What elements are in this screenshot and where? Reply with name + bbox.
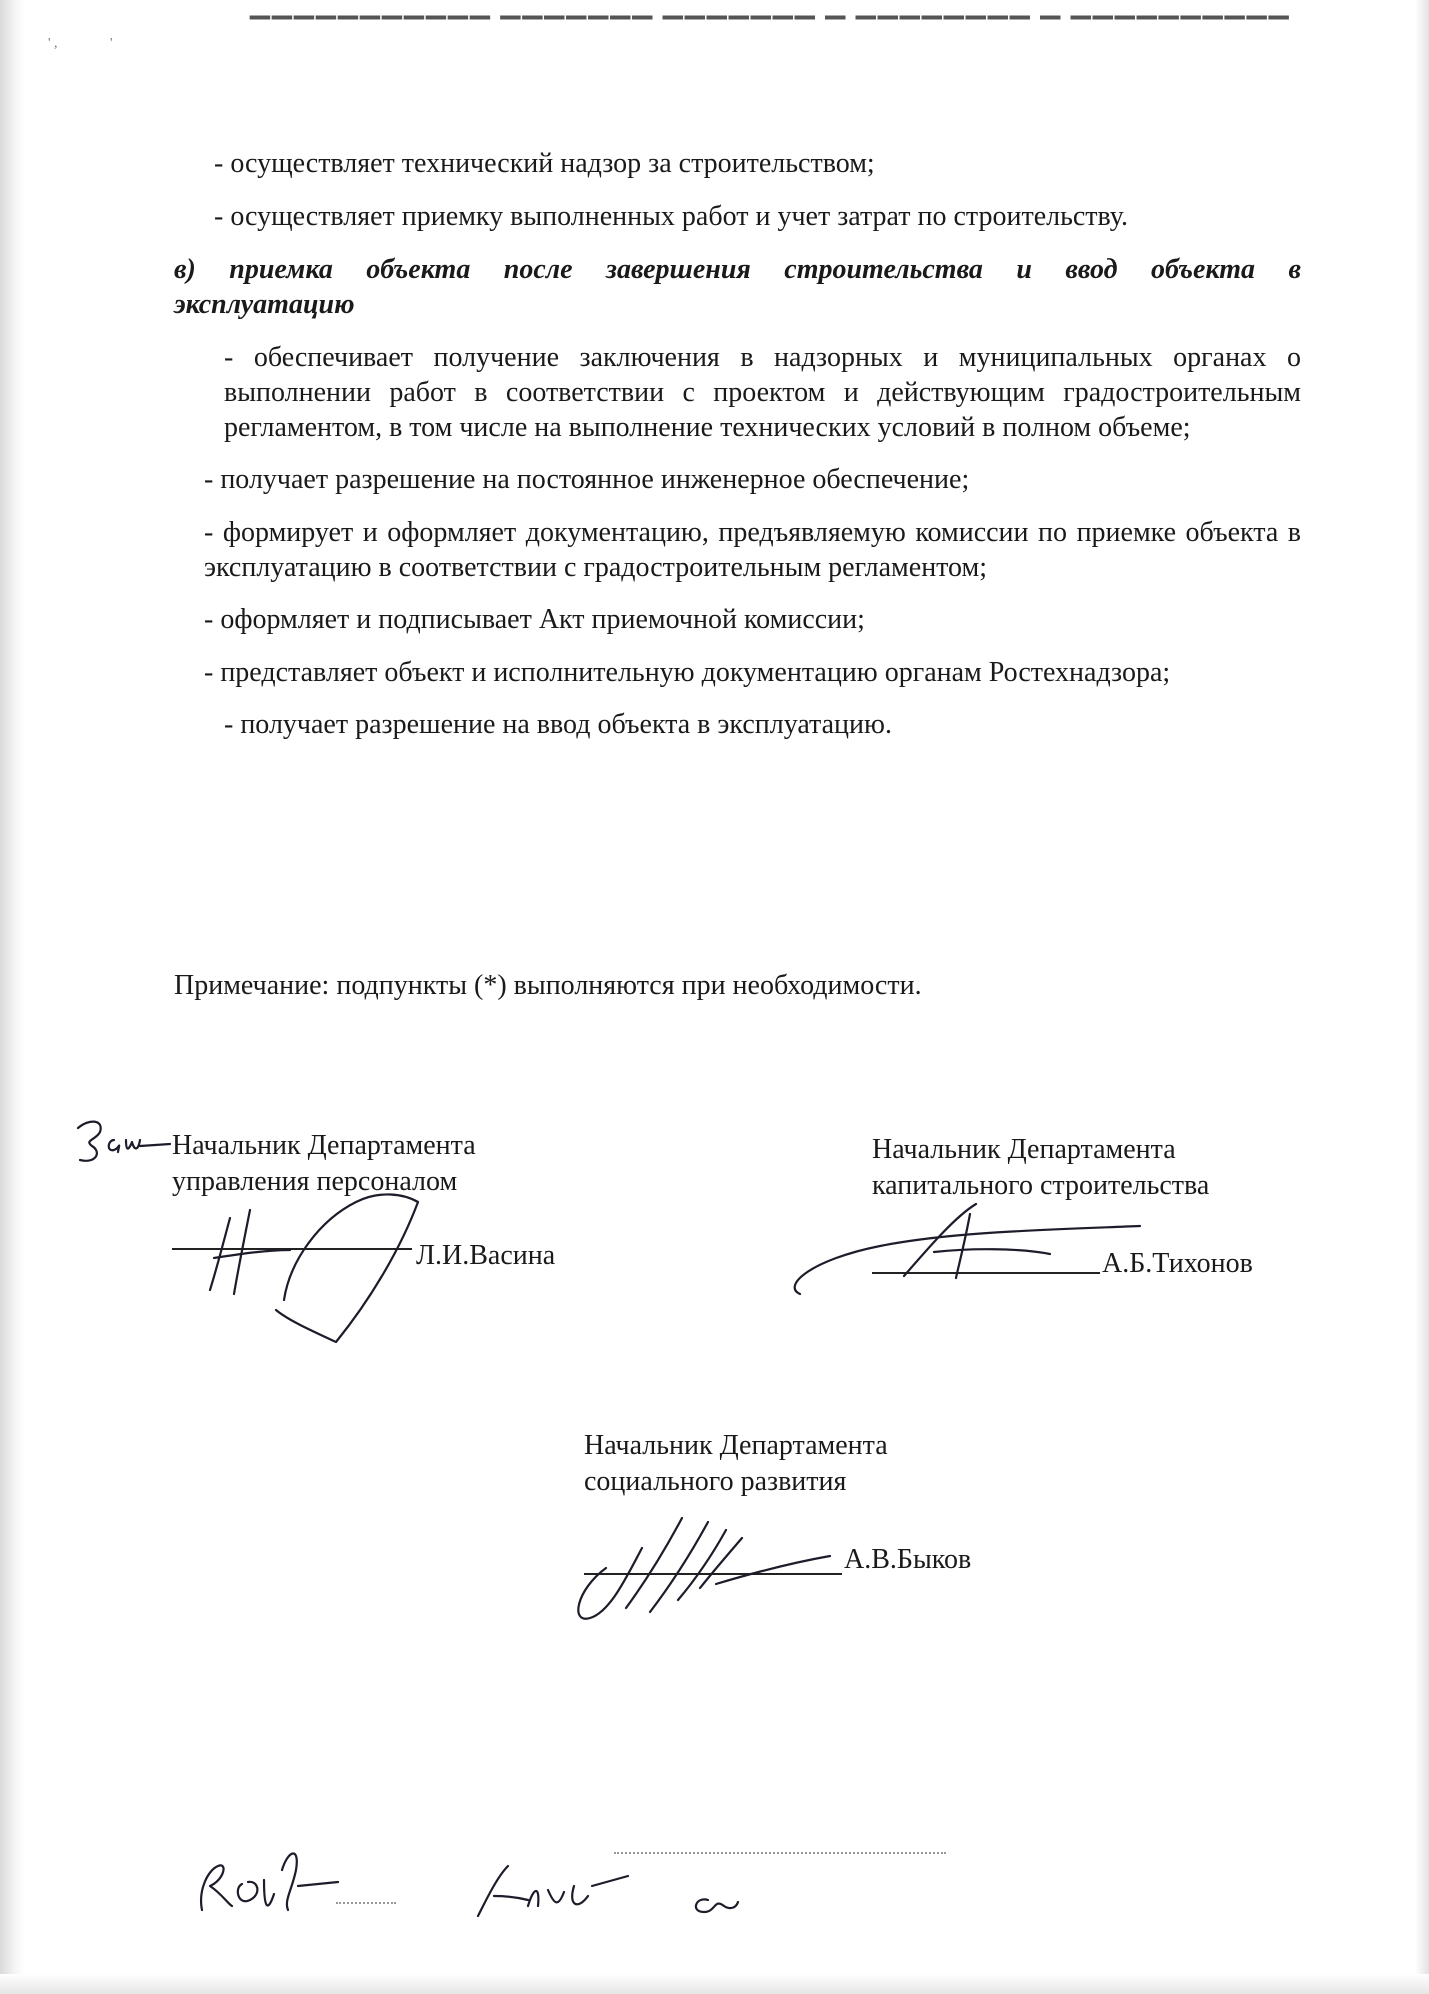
- signature-block-social: [584, 1428, 888, 1500]
- scan-specks: ' , ': [48, 36, 113, 51]
- item-form-documentation: - формирует и оформляет документацию, предъявляемую комиссии по приемке объекта в эксплуатацию в соответствии с градостроительным регламентом;: [204, 517, 1301, 583]
- scan-edge-right: [1415, 0, 1429, 1994]
- signature-vasina: [180, 1180, 440, 1350]
- title-line-1: Начальник Департамента: [872, 1134, 1176, 1165]
- title-line-1: Начальник Департамента: [584, 1430, 888, 1461]
- signer-name-personnel: Л.И.Васина: [416, 1240, 556, 1271]
- title-line-1: Начальник Департамента: [172, 1130, 476, 1161]
- cut-off-previous-line: ▁▁▁▁▁▁▁▁▁▁▁ ▁▁▁▁▁▁▁ ▁▁▁▁▁▁▁ ▁ ▁▁▁▁▁▁▁▁ ▁ ▁▁▁▁▁▁▁▁▁▁: [250, 0, 1291, 19]
- item-technical-supervision: - осуществляет технический надзор за строительством;: [214, 148, 875, 179]
- initials-signature-right: [468, 1856, 758, 1926]
- item-sign-act: - оформляет и подписывает Акт приемочной комиссии;: [204, 604, 865, 635]
- item-acceptance-of-works: - осуществляет приемку выполненных работ и учет затрат по строительству.: [214, 201, 1128, 232]
- document-body: [174, 146, 1301, 760]
- handwritten-zam-signature: [70, 1110, 180, 1170]
- signer-name-construction: А.Б.Тихонов: [1102, 1248, 1253, 1279]
- title-line-2: социального развития: [584, 1466, 847, 1497]
- signature-block-construction: [872, 1132, 1209, 1204]
- title-line-2: капитального строительства: [872, 1170, 1210, 1201]
- title-line-2: управления персоналом: [172, 1166, 458, 1197]
- item-get-commissioning-permit: - получает разрешение на ввод объекта в эксплуатацию.: [224, 709, 892, 740]
- item-present-to-rostekhnadzor: - представляет объект и исполнительную документацию органам Ростехнадзора;: [204, 657, 1171, 688]
- bottom-dotted-line: [614, 1852, 946, 1854]
- note: Примечание: подпункты (*) выполняются при необходимости.: [174, 970, 922, 1001]
- signer-name-social: А.В.Быков: [844, 1544, 972, 1575]
- signature-tikhonov: [780, 1196, 1160, 1306]
- item-engineering-permit: - получает разрешение на постоянное инженерное обеспечение;: [204, 464, 970, 495]
- section-heading: в) приемка объекта после завершения строительства и ввод объекта в эксплуатацию: [174, 254, 1301, 320]
- scan-edge-bottom: [0, 1974, 1429, 1994]
- initials-signature-left: [188, 1840, 368, 1920]
- scan-edge-left: [0, 0, 24, 1994]
- bottom-dash-left: [336, 1902, 396, 1904]
- item-obtain-conclusion: - обеспечивает получение заключения в надзорных и муниципальных органах о выполнении работ в соответствии с проектом и действующим градостроительным регламентом, в том числе на выполнение технических условий в полном объеме;: [224, 342, 1301, 443]
- signature-bykov: [566, 1508, 856, 1628]
